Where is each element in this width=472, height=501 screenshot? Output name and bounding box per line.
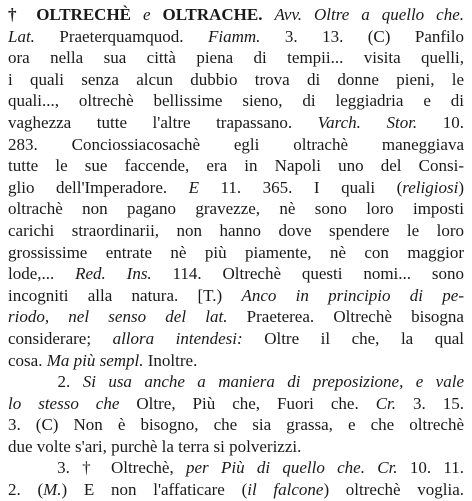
body-text: 283. Conciossiacosachè egli oltrachè maneggiava (8, 134, 464, 154)
body-text: considerare; (8, 328, 113, 348)
body-text: tutte le sue faccende, era in Napoli uno del Consi- (8, 156, 464, 176)
entry-line (8, 242, 464, 264)
body-text: i quali senza alcun dubbio trova di donne pieni, le (8, 69, 464, 89)
body-text: 2. ( (8, 480, 44, 500)
body-text: 11. 365. I quali ( (220, 177, 403, 197)
body-text: 10. (442, 112, 464, 132)
entry-line (8, 414, 464, 436)
entry-line (8, 393, 464, 415)
entry-line (8, 350, 464, 372)
body-text: Praeterquamquod. (59, 26, 208, 46)
body-text: ) (458, 177, 464, 197)
entry-line (8, 328, 464, 350)
body-text: 114. Oltrechè questi nomi... sono (172, 264, 464, 284)
italic-text: M. (43, 480, 62, 500)
body-text: lode,... (8, 264, 76, 284)
italic-text: religiosi (402, 177, 459, 197)
italic-text: E (188, 177, 221, 197)
entry-line (8, 47, 464, 69)
italic-text: per Più di quello che. Cr. (186, 458, 410, 478)
entry-line (8, 436, 464, 458)
body-text: ) E non l'affaticare ( (61, 480, 248, 500)
italic-text: Ma più sempl. (46, 350, 148, 370)
body-text: ) oltrechè voglia. (323, 480, 464, 500)
italic-text: Varch. Stor. (317, 112, 443, 132)
body-text: 3. 13. (C) Panfilo (284, 26, 464, 46)
body-text: quali..., oltrechè bellissime sieno, di leggiadria e di (8, 91, 464, 111)
entry-line (8, 306, 464, 328)
entry-line (8, 177, 464, 199)
entry-line (8, 285, 464, 307)
body-text: 2. (8, 372, 83, 392)
body-text: incogniti alla natura. [T.) (8, 285, 242, 305)
body-text: 10. 11. (409, 458, 464, 478)
italic-text: Avv. Oltre a quello che. (274, 5, 464, 24)
headword: † OLTRECHÈ (8, 5, 143, 24)
entry-line (8, 134, 464, 156)
body-text: carichi straordinarii, non hanno dove spendere le loro (8, 220, 464, 240)
body-text: cosa. (8, 350, 47, 370)
entry-line (8, 371, 464, 393)
entry-line (8, 112, 464, 134)
italic-text: e (142, 5, 163, 24)
italic-text: Lat. (8, 26, 60, 46)
italic-text: Cr. (375, 393, 414, 413)
entry-line (8, 263, 464, 285)
italic-text: lo stesso che (8, 393, 137, 413)
body-text: Oltre il che, la qual (264, 328, 464, 348)
body-text: oltrachè non pagano gravezze, nè sono loro imposti (8, 199, 464, 219)
body-text: grossissime entrate nè più piamente, nè con maggior (8, 242, 464, 262)
body-text: ora nella sua città piena di tempii... visita quelli, (8, 48, 464, 68)
entry-line (8, 90, 464, 112)
italic-text: il falcone (247, 480, 324, 500)
entry-line (8, 69, 464, 91)
dictionary-entry-oltreche (8, 4, 464, 501)
body-text: 3. † Oltrechè, (8, 458, 187, 478)
italic-text: Red. Ins. (75, 264, 173, 284)
entry-line (8, 220, 464, 242)
body-text: due volte s'ari, purchè la terra si polverizzi. (8, 436, 302, 456)
italic-text: riodo, nel senso del lat. (8, 307, 247, 327)
body-text: glio dell'Imperadore. (8, 177, 189, 197)
entry-line (8, 457, 464, 479)
headword: OLTRACHE. (162, 5, 275, 24)
italic-text: Fiamm. (208, 26, 285, 46)
body-text: 3. 15. (413, 393, 464, 413)
body-text: Praeterea. Oltrechè bisogna (246, 307, 464, 327)
italic-text: allora intendesi: (112, 328, 265, 348)
entry-line (8, 198, 464, 220)
body-text: Oltre, Più che, Fuori che. (136, 393, 376, 413)
italic-text: Anco in principio di pe- (241, 285, 464, 305)
entry-line (8, 155, 464, 177)
entry-line (8, 26, 464, 48)
italic-text: Si usa anche a maniera di preposizione, e vale (82, 372, 464, 392)
entry-line (8, 4, 464, 26)
entry-line (8, 479, 464, 501)
body-text: vaghezza tutte l'altre trapassano. (8, 112, 318, 132)
body-text: Inoltre. (147, 350, 198, 370)
body-text: 3. (C) Non è bisogno, che sia grassa, e che oltrechè (8, 415, 464, 435)
